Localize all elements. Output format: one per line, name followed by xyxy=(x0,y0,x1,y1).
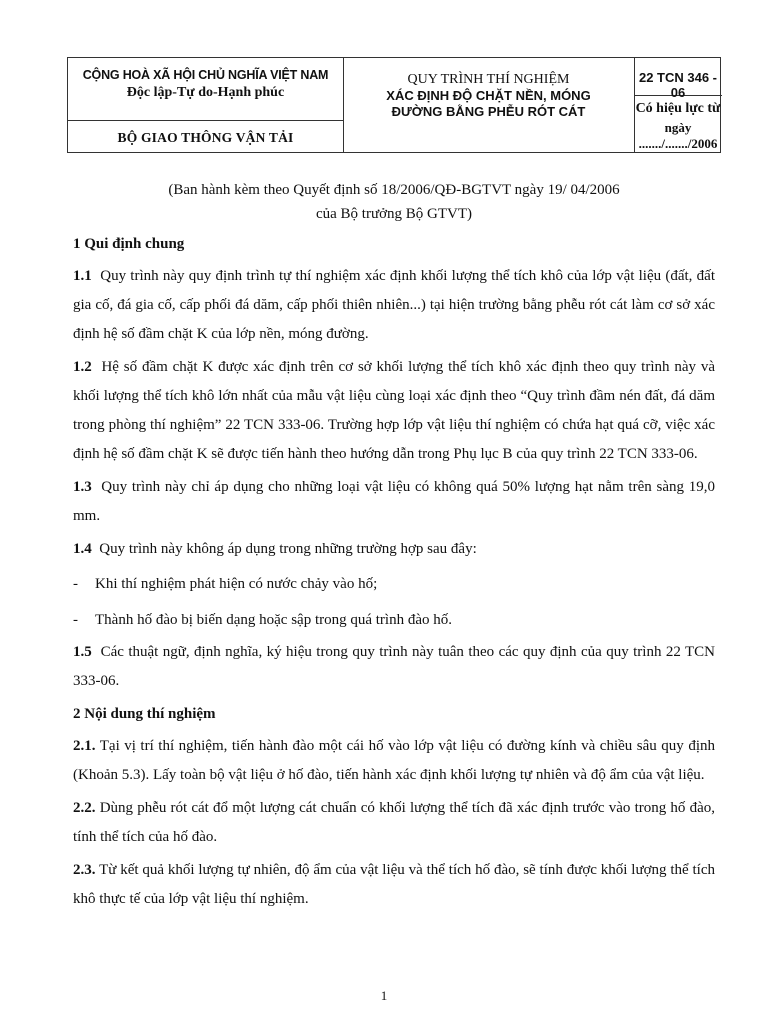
bullet-text: Thành hố đào bị biến dạng hoặc sập trong quá trình đào hố. xyxy=(95,612,452,628)
clause-number: 2.3. xyxy=(73,862,96,878)
document-type: QUY TRÌNH THÍ NGHIỆM xyxy=(407,72,570,87)
clause-text: Hệ số đầm chặt K được xác định trên cơ sở khối lượng thể tích khô xác định theo quy trình này và khối lượng thể tích khô lớn nhất của mẫu vật liệu cùng loại xác định theo “Quy trình đầm nén đất, đá dăm trong phòng thí nghiệm” 22 TCN 333-06. Trường hợp lớp vật liệu thí nghiệm có chứa hạt quá cỡ, việc xác định hệ số đầm chặt K sẽ được tiến hành theo hướng dẫn trong Phụ lục B của quy trình 22 TCN 333-06. xyxy=(73,359,715,462)
effective-label: Có hiệu lực từ xyxy=(635,101,721,116)
standard-code: 22 TCN 346 - 06 xyxy=(638,70,718,100)
clause-text: Từ kết quả khối lượng tự nhiên, độ ẩm của vật liệu và thể tích hố đào, sẽ tính được khối lượng thể tích khô thực tế của lớp vật liệu thí nghiệm. xyxy=(73,862,716,907)
clause-1-2 xyxy=(73,353,715,469)
clause-number: 1.4 xyxy=(73,541,92,557)
clause-number: 1.3 xyxy=(73,479,92,495)
bullet-item xyxy=(73,570,715,598)
bullet-dash: - xyxy=(73,612,78,628)
national-motto: Độc lập-Tự do-Hạnh phúc xyxy=(126,85,285,100)
bullet-text: Khi thí nghiệm phát hiện có nước chảy vào hố; xyxy=(95,576,378,592)
header-center-column xyxy=(343,58,635,152)
clause-1-3 xyxy=(73,473,715,531)
clause-text: Quy trình này không áp dụng trong những trường hợp sau đây: xyxy=(99,541,477,557)
clause-2-1 xyxy=(73,732,715,790)
clause-text: Các thuật ngữ, định nghĩa, ký hiệu trong quy trình này tuân theo các quy định của quy trình 22 TCN 333-06. xyxy=(73,644,716,689)
clause-text: Quy trình này chỉ áp dụng cho những loại vật liệu có không quá 50% lượng hạt nằm trên sàng 19,0 mm. xyxy=(73,479,715,524)
clause-text: Dùng phễu rót cát đổ một lượng cát chuẩn có khối lượng thể tích đã xác định trước vào trong hố đào, tính thể tích của hố đào. xyxy=(73,800,716,845)
clause-2-2 xyxy=(73,794,715,852)
ministry-name: BỘ GIAO THÔNG VẬN TẢI xyxy=(117,130,294,145)
bullet-item xyxy=(73,606,715,634)
document-body xyxy=(73,178,715,914)
effective-date-cell xyxy=(634,95,722,152)
clause-1-1 xyxy=(73,262,715,349)
effective-date: ngày ......./......./2006 xyxy=(638,120,718,151)
clause-text: Tại vị trí thí nghiệm, tiến hành đào một cái hố vào lớp vật liệu có đường kính và chiều sâu quy định (Khoản 5.3). Lấy toàn bộ vật liệu ở hố đào, tiến hành xác định khối lượng tự nhiên và độ ẩm của vật liệu. xyxy=(73,738,715,783)
issued-note-line-2: của Bộ trưởng Bộ GTVT) xyxy=(315,206,473,222)
page-number: 1 xyxy=(380,988,388,1003)
clause-1-5 xyxy=(73,638,715,696)
clause-number: 1.2 xyxy=(73,359,92,375)
section-2-heading: 2 Nội dung thí nghiệm xyxy=(73,706,216,722)
document-title-line-2: ĐƯỜNG BẰNG PHỄU RÓT CÁT xyxy=(391,104,586,119)
header-left-column xyxy=(68,58,344,152)
clause-1-4 xyxy=(73,535,715,564)
ministry-cell xyxy=(68,120,343,152)
document-title-line-1: XÁC ĐỊNH ĐỘ CHẶT NỀN, MÓNG xyxy=(386,88,591,103)
section-1-heading: 1 Qui định chung xyxy=(73,236,185,252)
clause-number: 2.2. xyxy=(73,800,96,816)
document-header xyxy=(67,57,721,153)
header-right-column xyxy=(634,58,722,152)
clause-number: 1.1 xyxy=(73,268,92,284)
clause-2-3 xyxy=(73,856,715,914)
republic-title: CỘNG HOÀ XÃ HỘI CHỦ NGHĨA VIỆT NAM xyxy=(82,68,329,82)
code-cell xyxy=(634,58,722,100)
clause-number: 2.1. xyxy=(73,738,96,754)
national-heading xyxy=(68,58,343,121)
clause-text: Quy trình này quy định trình tự thí nghiệm xác định khối lượng thể tích khô của lớp vật liệu (đất, đất gia cố, đá gia cố, cấp phối đá dăm, cấp phối thiên nhiên...) tại hiện trường bằng phễu rót cát làm cơ sở xác định hệ số đầm chặt K của lớp nền, móng đường. xyxy=(73,268,715,342)
bullet-dash: - xyxy=(73,576,78,592)
clause-number: 1.5 xyxy=(73,644,92,660)
issued-note-line-1: (Ban hành kèm theo Quyết định số 18/2006/QĐ-BGTVT ngày 19/ 04/2006 xyxy=(168,182,620,198)
